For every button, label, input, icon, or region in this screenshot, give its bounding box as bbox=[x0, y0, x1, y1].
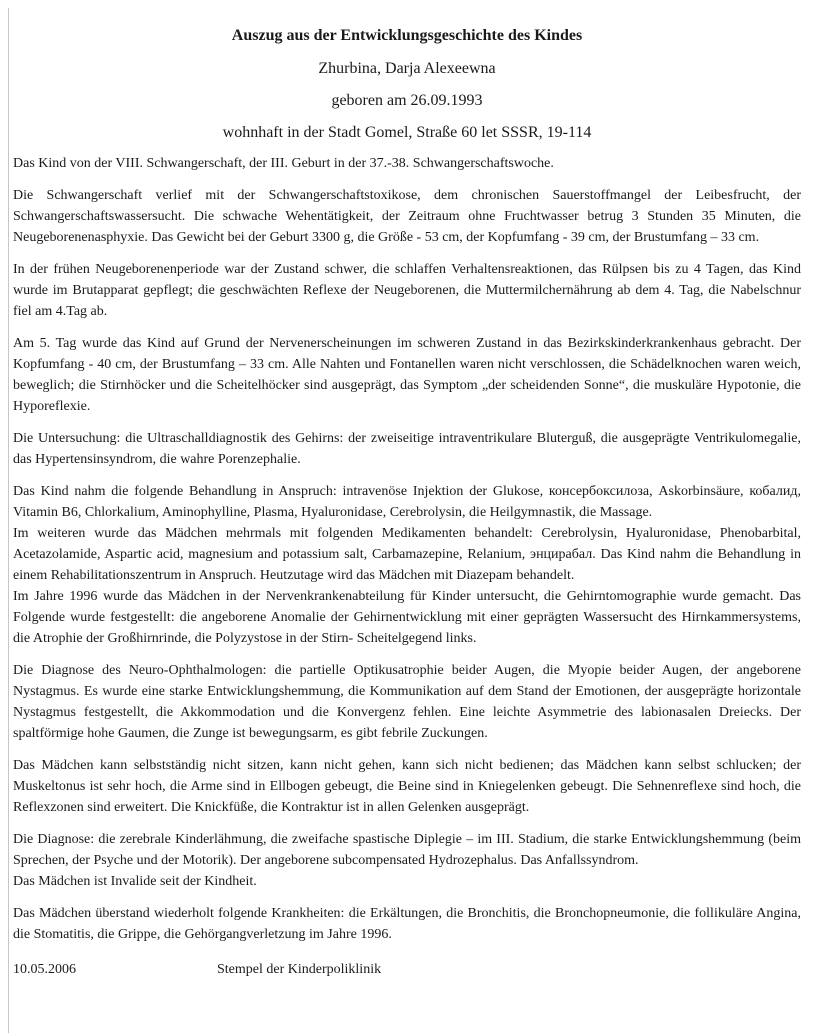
paragraph: Die Schwangerschaft verlief mit der Schwangerschaftstoxikose, dem chronischen Sauerstoffmangel der Leibesfrucht, der Schwangerschaftswassersucht. Die schwache Wehentätigkeit, der Zeitraum ohne Fruchtwasser betrug 3 Stunden 35 Minuten, die Neugeborenenasphyxie. Das Gewicht bei der Geburt 3300 g, die Größe - 53 cm, der Kopfumfang - 39 cm, der Brustumfang – 33 cm. bbox=[13, 188, 801, 245]
paragraph: Im Jahre 1996 wurde das Mädchen in der Nervenkrankenabteilung für Kinder untersucht, die Gehirntomographie wurde gemacht. Das Folgende wurde festgestellt: die angeborene Anomalie der Gehirnentwicklung mit einer geprägten Wassersucht des Hirnkammersystems, die Atrophie der Großhirnrinde, die Polyzystose in der Stirn- Scheitelgegend links. bbox=[13, 589, 801, 646]
footer-row bbox=[13, 959, 801, 980]
birth-date-line: geboren am 26.09.1993 bbox=[331, 92, 483, 109]
paragraph: Im weiteren wurde das Mädchen mehrmals mit folgenden Medikamenten behandelt: Cerebrolysin, Hyaluronidase, Phenobarbital, Acetazolamide, Aspartic acid, magnesium and potassium salt, Carbamazepine, Relanium, энцирабал. Das Kind nahm die Behandlung in einem Rehabilitationszentrum in Anspruch. Heutzutage wird das Mädchen mit Diazepam behandelt. bbox=[13, 526, 801, 583]
paragraph: Das Mädchen überstand wiederholt folgende Krankheiten: die Erkältungen, die Bronchitis, die Bronchopneumonie, die follikuläre Angina, die Stomatitis, die Grippe, die Gehörgangverletzung im Jahre 1996. bbox=[13, 906, 801, 942]
paragraph: In der frühen Neugeborenenperiode war der Zustand schwer, die schlaffen Verhaltensreaktionen, das Rülpsen bis zu 4 Tagen, das Kind wurde im Brutapparat gepflegt; die geschwächten Reflexe der Neugeborenen, die Muttermilchernährung ab dem 4. Tag, die Nabelschnur fiel am 4.Tag ab. bbox=[13, 262, 801, 319]
paragraph: Das Kind nahm die folgende Behandlung in Anspruch: intravenöse Injektion der Glukose, консербоксилоза, Askorbinsäure, кобалид, Vitamin B6, Chlorkalium, Aminophylline, Plasma, Hyaluronidase, Cerebrolysin, die Heilgymnastik, die Massage. bbox=[13, 484, 801, 520]
document-title: Auszug aus der Entwicklungsgeschichte des Kindes bbox=[231, 27, 583, 44]
paragraph: Die Untersuchung: die Ultraschalldiagnostik des Gehirns: der zweiseitige intraventrikulare Bluterguß, die ausgeprägte Ventrikulomegalie, das Hypertensinsyndrom, die wahre Porenzephalie. bbox=[13, 431, 801, 467]
patient-name: Zhurbina, Darja Alexeewna bbox=[318, 60, 496, 77]
paragraph-list bbox=[13, 153, 801, 945]
paragraph: Das Kind von der VIII. Schwangerschaft, der III. Geburt in der 37.-38. Schwangerschaftswoche. bbox=[13, 156, 554, 171]
paragraph: Die Diagnose des Neuro-Ophthalmologen: die partielle Optikusatrophie beider Augen, die Myopie beider Augen, der angeborene Nystagmus. Es wurde eine starke Entwicklungshemmung, die Kommunikation auf dem Stand der Emotionen, der ausgeprägte horizontale Nystagmus festgestellt, die Akkommodation und die Konvergenz fehlen. Eine leichte Asymmetrie des labionasalen Dreiecks. Der spaltförmige hohe Gaumen, die Zunge ist bewegungsarm, es gibt febrile Zuckungen. bbox=[13, 663, 801, 741]
footer-date: 10.05.2006 bbox=[13, 962, 76, 977]
paragraph: Das Mädchen kann selbstständig nicht sitzen, kann nicht gehen, kann sich nicht bedienen; das Mädchen kann selbst schlucken; der Muskeltonus ist sehr hoch, die Arme sind in Ellbogen gebeugt, die Beine sind in Kniegelenken gebeugt. Die Sehnenreflexe sind hoch, die Reflexzonen sind erweitert. Die Knickfüße, die Kontraktur ist in allen Gelenken ausgeprägt. bbox=[13, 758, 801, 815]
paragraph: Das Mädchen ist Invalide seit der Kindheit. bbox=[13, 874, 257, 889]
address-line: wohnhaft in der Stadt Gomel, Straße 60 let SSSR, 19-114 bbox=[222, 124, 592, 141]
paragraph: Die Diagnose: die zerebrale Kinderlähmung, die zweifache spastische Diplegie – im III. Stadium, die starke Entwicklungshemmung (beim Sprechen, der Psyche und der Motorik). Der angeborene subcompensated Hydrozephalus. Das Anfallssyndrom. bbox=[13, 832, 801, 868]
stamp-label: Stempel der Kinderpoliklinik bbox=[217, 962, 382, 977]
paragraph: Am 5. Tag wurde das Kind auf Grund der Nervenerscheinungen im schweren Zustand in das Bezirkskinderkrankenhaus gebracht. Der Kopfumfang - 40 cm, der Brustumfang – 33 cm. Alle Nahten und Fontanellen waren nicht verschlossen, die Schädelknochen waren weich, beweglich; die Stirnhöcker und die Scheitelhöcker sind ausgeprägt, das Symptom „der scheidenden Sonne“, die muskuläre Hypotonie, die Hyporeflexie. bbox=[13, 336, 801, 414]
